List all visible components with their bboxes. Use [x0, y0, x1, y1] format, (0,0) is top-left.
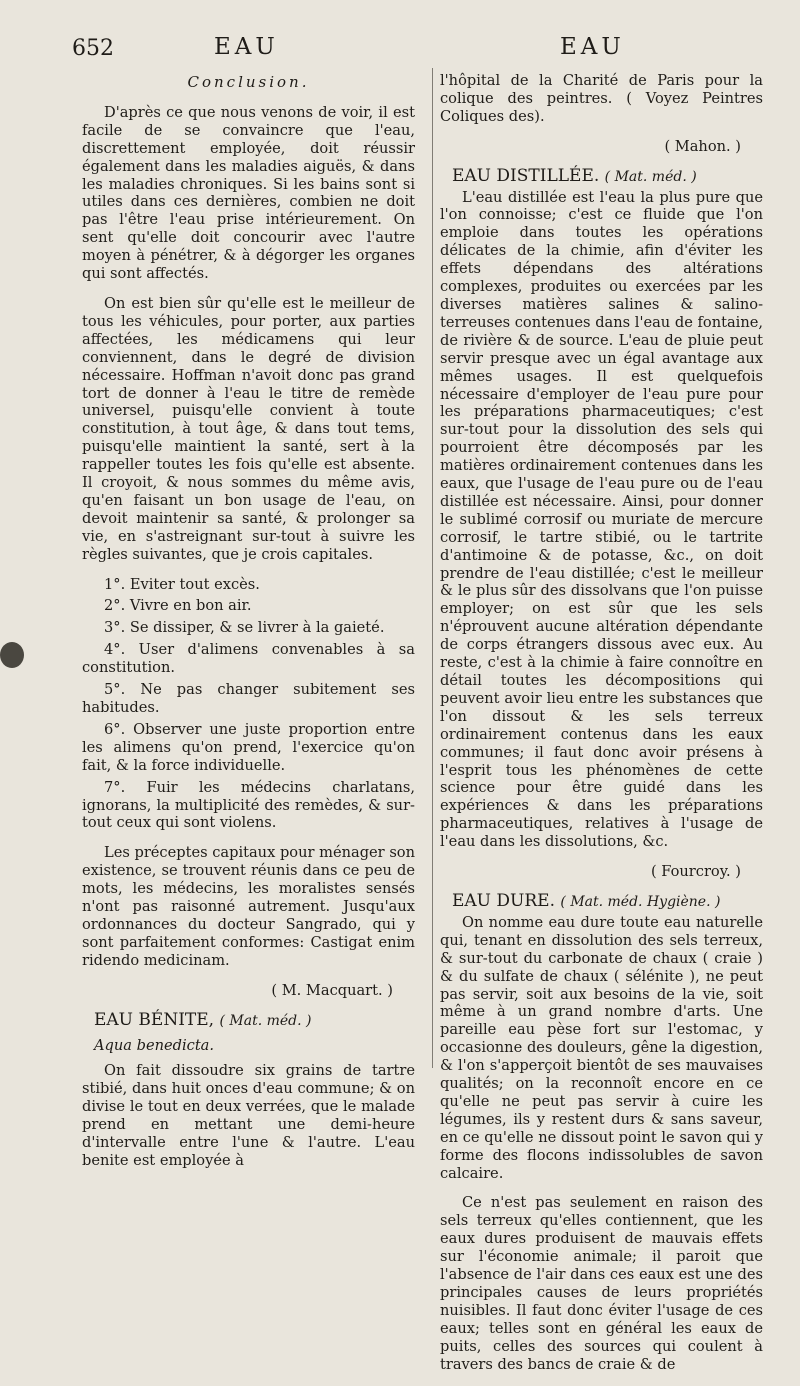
paragraph: Ce n'est pas seulement en raison des sels terreux qu'elles contiennent, que les eaux dures produisent de mauvais effets sur l'économie animale; il paroit que l'absence de l'air dans ces eaux est une des principales causes de leurs propriétés nuisibles. Il faut donc éviter l'usage de ces eaux; telles sont en général les eaux de puits, celles des sources qui coulent à travers des bancs de craie & de [440, 1194, 763, 1373]
running-header [0, 34, 800, 64]
rule-item: 7°. Fuir les médecins charlatans, ignorans, la multiplicité des remèdes, & sur-tout ceux qui sont violens. [82, 778, 415, 832]
paragraph: D'après ce que nous venons de voir, il est facile de se convaincre que l'eau, discrettement employée, doit réussir également dans les maladies aiguës, & dans les maladies chroniques. Si les bains sont si utiles dans ces dernières, combien ne doit pas l'être l'eau prise intérieurement. On sent qu'elle doit concourir avec l'autre moyen à pénétrer, & à dégorger les organes qui sont affectés. [82, 103, 415, 283]
page-number: 652 [72, 36, 114, 61]
entry-heading [94, 1009, 415, 1031]
section-heading: Conclusion. [187, 73, 310, 91]
column-divider [432, 68, 433, 1068]
paragraph: L'eau distillée est l'eau la plus pure que l'on connoisse; c'est ce fluide que l'on emploie dans toutes les opérations délicates de la chimie, afin d'éviter les effets dépendans des altérations complexes, produites ou exercées par les diverses matières salines & salino-terreuses contenues dans l'eau de fontaine, de rivière & de source. L'eau de pluie peut servir presque avec un égal avantage aux mêmes usages. Il est quelquefois nécessaire d'employer de l'eau pure pour les préparations pharmaceutiques; c'est sur-tout pour la dissolution des sels qui pourroient être décomposés par les matières ordinairement contenues dans les eaux, que l'usage de l'eau pure ou de l'eau distillée est nécessaire. Ainsi, pour donner le sublimé corrosif ou muriate de mercure corrosif, le tartre stibié, ou le tartrite d'antimoine & de potasse, &c., on doit prendre de l'eau distillée; c'est le meilleur & le plus sûr des dissolvans que l'on puisse employer; on est sûr que les sels n'éprouvent aucune altération dépendante de corps étrangers dissous avec eux. Au reste, c'est à la chimie à faire connoître en détail toutes les décompositions qui peuvent avoir lieu entre les substances que l'on dissout & les sels terreux ordinairement contenus dans les eaux communes; il faut donc avoir présens à l'esprit tous les phénomènes de cette science pour être guidé dans les expériences & dans les préparations pharmaceutiques, relatives à l'usage de l'eau dans les dissolutions, &c. [440, 188, 763, 851]
paragraph: Les préceptes capitaux pour ménager son existence, se trouvent réunis dans ce peu de mots, les médecins, les moralistes sensés n'ont pas raisonné autrement. Jusqu'aux ordonnances du docteur Sangrado, qui y sont parfaitement conformes: Castigat enim ridendo medicinam. [82, 844, 415, 969]
paragraph: On est bien sûr qu'elle est le meilleur de tous les véhicules, pour porter, aux parties affectées, les médicamens qui leur conviennent, dans le degré de division nécessaire. Hoffman n'avoit donc pas grand tort de donner à l'eau le titre de remède universel, puisqu'elle convient à toute constitution, à tout âge, & dans tout tems, puisqu'elle maintient la santé, sert à la rappeller toutes les fois qu'elle est absente. Il croyoit, & nous sommes du même avis, qu'en faisant un bon usage de l'eau, on devoit maintenir sa santé, & prolonger sa vie, en s'astreignant sur-tout à suivre les règles suivantes, que je crois capitales. [82, 294, 415, 563]
rule-item: 4°. User d'alimens convenables à sa constitution. [82, 641, 415, 677]
rule-item: 5°. Ne pas changer subitement ses habitudes. [82, 681, 415, 716]
entry-category: ( Mat. méd. ) [219, 1012, 312, 1029]
entry-subtitle: Aqua benedicta. [94, 1036, 215, 1054]
paragraph: On fait dissoudre six grains de tartre stibié, dans huit onces d'eau commune; & on divise le tout en deux verrées, que le malade prend en mettant une demi-heure d'intervalle entre l'une & l'autre. L'eau benite est employée à [82, 1062, 415, 1169]
running-head-right: EAU [560, 34, 625, 60]
right-column [440, 72, 763, 1386]
running-head-left: EAU [214, 34, 279, 60]
left-column [82, 72, 415, 1182]
entry-category: ( Mat. méd. ) [604, 168, 697, 185]
rule-item: 2°. Vivre en bon air. [104, 597, 252, 615]
paragraph: On nomme eau dure toute eau naturelle qui, tenant en dissolution des sels terreux, & sur-tout du carbonate de chaux ( craie ) & du sulfate de chaux ( sélénite ), ne peut pas servir, soit aux besoins de la vie, soit même à un grand nombre d'arts. Une pareille eau pèse fort sur l'estomac, y occasionne des douleurs, gêne la digestion, & l'on s'apperçoit bientôt de ses mauvaises qualités; on la reconnoît encore en ce qu'elle ne peut pas servir à cuire les légumes, ils y restent durs & sans saveur, en ce qu'elle ne dissout point le savon qui y forme des flocons indissolubles de savon calcaire. [440, 913, 763, 1182]
author-signature: ( Fourcroy. ) [650, 863, 741, 881]
paragraph-continued: l'hôpital de la Charité de Paris pour la colique des peintres. ( Voyez Peintres Coliques des). [440, 72, 763, 125]
entry-title: EAU DURE. [452, 890, 555, 911]
entry-heading [452, 890, 763, 912]
rule-item: 6°. Observer une juste proportion entre les alimens qu'on prend, l'exercice qu'on fait, & la force individuelle. [82, 720, 415, 774]
entry-category: ( Mat. méd. Hygiène. ) [560, 893, 721, 910]
entry-title: EAU BÉNITE, [94, 1009, 215, 1030]
author-signature: ( M. Macquart. ) [271, 981, 393, 999]
rule-item: 1°. Eviter tout excès. [104, 575, 260, 593]
author-signature: ( Mahon. ) [664, 137, 741, 155]
rule-item: 3°. Se dissiper, & se livrer à la gaieté. [104, 619, 385, 637]
entry-title: EAU DISTILLÉE. [452, 165, 600, 186]
entry-heading [452, 165, 763, 187]
ink-blot [0, 642, 24, 668]
